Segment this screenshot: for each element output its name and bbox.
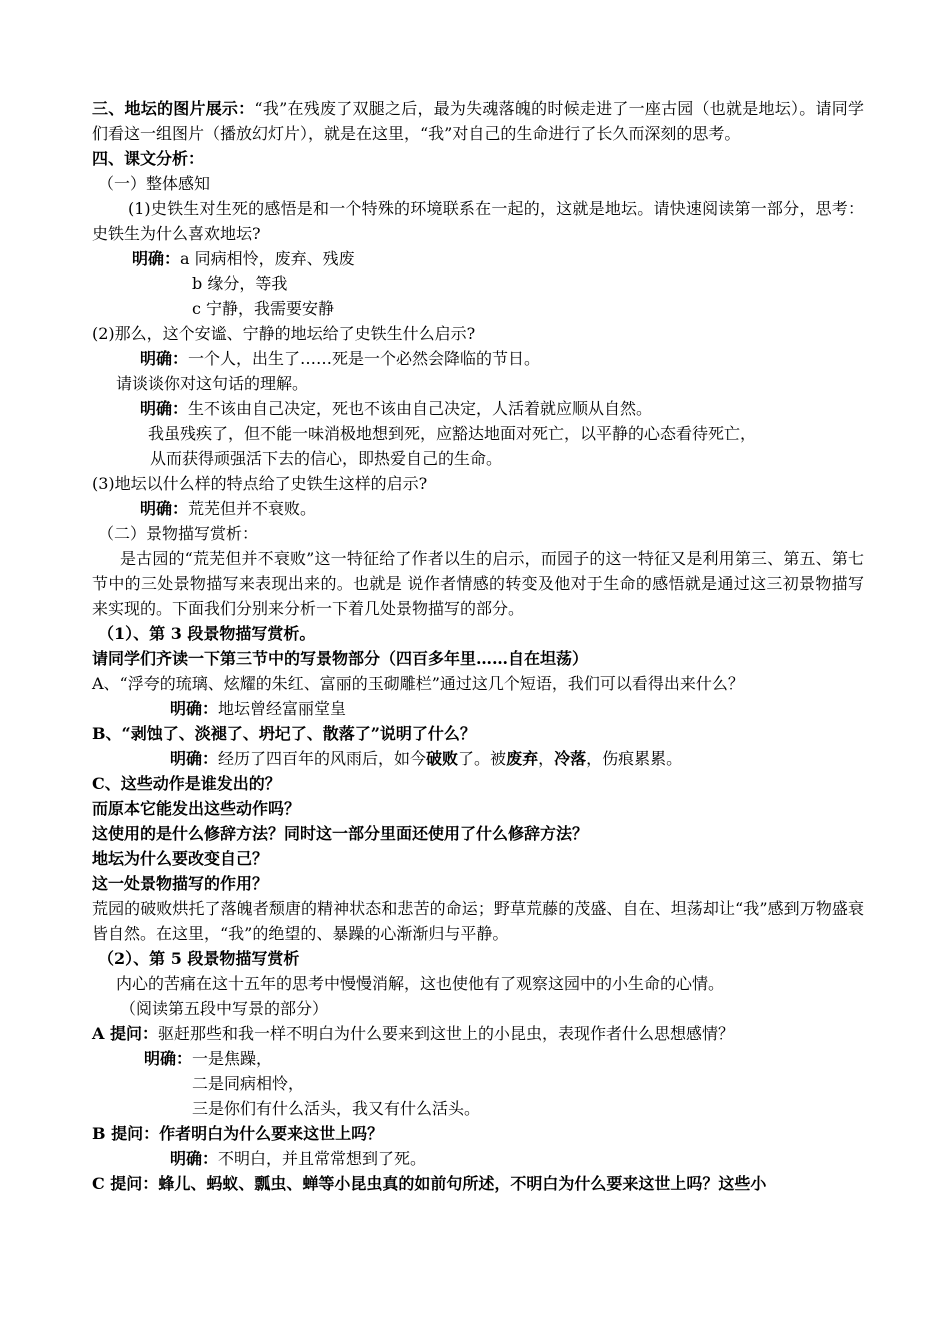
answer-b-line [92, 746, 864, 771]
answer-b-emph: 冷落 [554, 749, 587, 768]
question-c: C、这些动作是谁发出的？ [92, 774, 281, 793]
sub-1-title: （1）、第 3 段景物描写赏析。 [98, 624, 316, 643]
question-A-line [92, 1021, 864, 1046]
answer-B-line [92, 1146, 864, 1171]
question-C-line [92, 1171, 864, 1196]
answer-2b-line [92, 396, 864, 421]
answer-b-part: 经历了四百年的风雨后，如今 [218, 749, 427, 768]
answer-B: 不明白，并且常常想到了死。 [218, 1149, 427, 1168]
answer-label: 明确： [144, 1049, 193, 1068]
answer-b-part: 了。被 [458, 749, 507, 768]
section-4-heading: 四、课文分析： [92, 149, 205, 168]
answer-2b-more-1: 我虽残疾了，但不能一味消极地想到死，应豁达地面对死亡，以平静的心态看待死亡， [148, 424, 757, 443]
question-c2: 而原本它能发出这些动作吗？ [92, 799, 301, 818]
document-page [92, 96, 864, 1196]
part-2-title: （二）景物描写赏析： [98, 524, 259, 543]
answer-label: 明确： [140, 399, 189, 418]
question-A: 驱赶那些和我一样不明白为什么要来到这世上的小昆虫，表现作者什么思想感情？ [158, 1024, 735, 1043]
answer-A-1: 一是焦躁， [192, 1049, 273, 1068]
sub-2-title: （2）、第 5 段景物描写赏析 [98, 949, 300, 968]
answer-3-line [92, 496, 864, 521]
question-2: (2)那么，这个安谧、宁静的地坛给了史铁生什么启示? [92, 324, 476, 343]
question-1: (1)史铁生对生死的感悟是和一个特殊的环境联系在一起的，这就是地坛。请快速阅读第一部分，思考：史铁生为什么喜欢地坛? [92, 199, 864, 243]
answer-b-emph: 破败 [426, 749, 459, 768]
question-B: 作者明白为什么要来这世上吗？ [159, 1124, 384, 1143]
answer-A-3: 三是你们有什么活头，我又有什么活头。 [192, 1099, 481, 1118]
section-3-body: “我”在残废了双腿之后，最为失魂落魄的时候走进了一座古园（也就是地坛）。请同学们看这一组图片（播放幻灯片），就是在这里，“我”对自己的生命进行了长久而深刻的思考。 [92, 99, 864, 143]
answer-2b: 生不该由自己决定，死也不该由自己决定，人活着就应顺从自然。 [188, 399, 653, 418]
answer-label: 明确： [132, 249, 181, 268]
answer-2-line [92, 346, 864, 371]
section-3-heading: 三、地坛的图片展示： [92, 99, 255, 118]
answer-label: 明确： [170, 699, 219, 718]
part-1-title: （一）整体感知 [98, 174, 211, 193]
answer-b-part: ， [538, 749, 555, 768]
answer-label: 明确： [170, 749, 219, 768]
question-label: A 提问： [92, 1024, 158, 1043]
question-2b: 请谈谈你对这句话的理解。 [116, 374, 309, 393]
answer-b-part: ，伤痕累累。 [586, 749, 683, 768]
answer-1b: b 缘分，等我 [192, 274, 288, 293]
answer-1a: a 同病相怜，废弃、残废 [180, 249, 355, 268]
answer-label: 明确： [170, 1149, 219, 1168]
answer-b-emph: 废弃 [506, 749, 539, 768]
question-c3: 这使用的是什么修辞方法？同时这一部分里面还使用了什么修辞方法？ [92, 824, 589, 843]
question-label: C 提问： [92, 1174, 159, 1193]
question-3: (3)地坛以什么样的特点给了史铁生这样的启示? [92, 474, 428, 493]
answer-2: 一个人，出生了……死是一个必然会降临的节日。 [188, 349, 541, 368]
part-2-intro: 是古园的“荒芜但并不衰败”这一特征给了作者以生的启示，而园子的这一特征又是利用第三、第五、第七节中的三处景物描写来表现出来的。也就是 说作者情感的转变及他对于生命的感悟就是通过这三初景物描写来实现的。下面我们分别来分析一下着几处景物描写的部分。 [92, 549, 864, 618]
answer-a: 地坛曾经富丽堂皇 [218, 699, 347, 718]
question-C: 蜂儿、蚂蚁、瓢虫、蝉等小昆虫真的如前句所述，不明白为什么要来这世上吗？这些小 [158, 1174, 767, 1193]
answer-2b-more-2: 从而获得顽强活下去的信心，即热爱自己的生命。 [150, 449, 503, 468]
question-B-line [92, 1121, 864, 1146]
question-c4: 地坛为什么要改变自己？ [92, 849, 269, 868]
answer-A-2: 二是同病相怜， [192, 1074, 305, 1093]
sub-2-intro: 内心的苦痛在这十五年的思考中慢慢消解，这也使他有了观察这园中的小生命的心情。 [116, 974, 725, 993]
answer-3: 荒芜但并不衰败。 [188, 499, 317, 518]
answer-label: 明确： [140, 499, 189, 518]
answer-A-line [92, 1046, 864, 1071]
answer-1c: c 宁静，我需要安静 [192, 299, 335, 318]
sub-2-read: （阅读第五段中写景的部分） [120, 999, 329, 1018]
sub-1-read: 请同学们齐读一下第三节中的写景物部分（四百多年里……自在坦荡） [92, 649, 589, 668]
effect-paragraph: 荒园的破败烘托了落魄者颓唐的精神状态和悲苦的命运；野草荒藤的茂盛、自在、坦荡却让“我”感到万物盛衰皆自然。在这里，“我”的绝望的、暴躁的心渐渐归与平静。 [92, 899, 864, 943]
answer-a-line [92, 696, 864, 721]
answer-label: 明确： [140, 349, 189, 368]
question-label: B 提问： [92, 1124, 160, 1143]
section-3-paragraph [92, 96, 864, 146]
question-c5: 这一处景物描写的作用？ [92, 874, 269, 893]
answer-1a-line [92, 246, 864, 271]
question-a: A、“浮夸的琉璃、炫耀的朱红、富丽的玉砌雕栏”通过这几个短语，我们可以看得出来什么？ [92, 674, 744, 693]
question-b: B、“剥蚀了、淡褪了、坍圮了、散落了”说明了什么？ [92, 724, 476, 743]
